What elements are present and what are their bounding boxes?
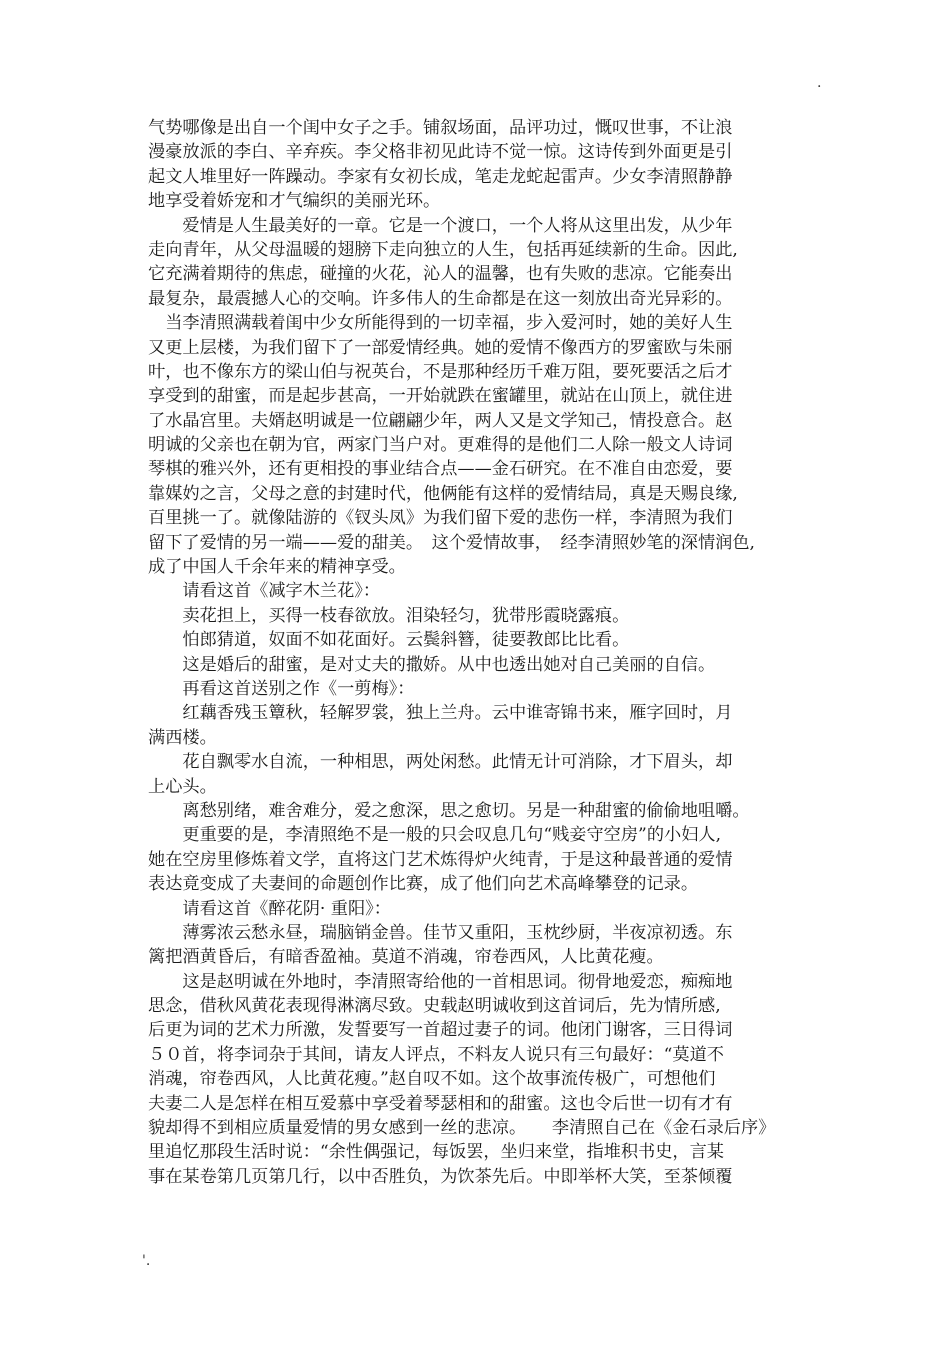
text-line: 上心头。	[148, 776, 217, 797]
text-line: 红藕香残玉簟秋，轻解罗裳，独上兰舟。云中谁寄锦书来，雁字回时，月	[148, 703, 733, 724]
text-line: 表达竟变成了夫妻间的命题创作比赛，成了他们向艺术高峰攀登的记录。	[148, 874, 699, 895]
corner-mark-top: .	[817, 75, 822, 91]
text-line: 满西楼。	[148, 727, 217, 748]
text-line: 貌却得不到相应质量爱情的男女感到一丝的悲凉。 李清照自己在《金石录后序》	[148, 1118, 776, 1139]
text-line: 篱把酒黄昏后，有暗香盈袖。莫道不消魂，帘卷西风，人比黄花瘦。	[148, 947, 664, 968]
text-line: 请看这首《醉花阴· 重阳》：	[148, 898, 391, 919]
text-line: 再看这首送别之作《一剪梅》：	[148, 678, 415, 699]
text-line: ５０首，将李词杂于其间，请友人评点，不料友人说只有三句最好：“莫道不	[148, 1044, 724, 1065]
text-line: 起文人堆里好一阵躁动。李家有女初长成，笔走龙蛇起雷声。少女李清照静静	[148, 166, 733, 187]
text-line: 消魂，帘卷西风，人比黄花瘦。”赵自叹不如。这个故事流传极广，可想他们	[148, 1069, 716, 1090]
text-line: 又更上层楼，为我们留下了一部爱情经典。她的爱情不像西方的罗蜜欧与朱丽	[148, 337, 733, 358]
text-line: 离愁别绪，难舍难分，爱之愈深，思之愈切。另是一种甜蜜的偷偷地咀嚼。	[148, 800, 750, 821]
text-line: 漫豪放派的李白、辛弃疾。李父格非初见此诗不觉一惊。这诗传到外面更是引	[148, 142, 733, 163]
text-line: 后更为词的艺术力所激，发誓要写一首超过妻子的词。他闭门谢客，三日得词	[148, 1020, 733, 1041]
corner-mark-bottom: '.	[142, 1253, 151, 1269]
text-line: 琴棋的雅兴外，还有更相投的事业结合点——金石研究。在不准自由恋爱，要	[148, 459, 733, 480]
text-line: 明诚的父亲也在朝为官，两家门当户对。更难得的是他们二人除一般文人诗词	[148, 435, 733, 456]
text-line: 气势哪像是出自一个闺中女子之手。铺叙场面，品评功过，慨叹世事，不让浪	[148, 118, 733, 138]
text-line: 百里挑一了。就像陆游的《钗头凤》为我们留下爱的悲伤一样，李清照为我们	[148, 508, 733, 529]
text-line: 享受到的甜蜜，而是起步甚高，一开始就跌在蜜罐里，就站在山顶上，就住进	[148, 386, 733, 407]
text-line: 薄雾浓云愁永昼，瑞脑销金兽。佳节又重阳，玉枕纱厨，半夜凉初透。东	[148, 922, 733, 943]
text-line: 成了中国人千余年来的精神享受。	[148, 557, 406, 578]
text-line: 事在某卷第几页第几行，以中否胜负，为饮茶先后。中即举杯大笑，至茶倾覆	[148, 1166, 733, 1187]
text-line: 当李清照满载着闺中少女所能得到的一切幸福，步入爱河时，她的美好人生	[148, 313, 733, 334]
article-body	[148, 116, 808, 1189]
text-line: 地享受着娇宠和才气编织的美丽光环。	[148, 191, 441, 212]
text-line: 叶，也不像东方的梁山伯与祝英台，不是那种经历千难万阻，要死要活之后才	[148, 361, 733, 382]
text-line: 她在空房里修炼着文学，直将这门艺术炼得炉火纯青，于是这种最普通的爱情	[148, 849, 733, 870]
text-line: 更重要的是，李清照绝不是一般的只会叹息几句“贱妾守空房”的小妇人,	[148, 825, 722, 846]
text-line: 靠媒妁之言，父母之意的封建时代，他俩能有这样的爱情结局，真是天赐良缘,	[148, 483, 738, 504]
text-line: 卖花担上，买得一枝春欲放。泪染轻匀，犹带彤霞晓露痕。	[148, 605, 630, 626]
text-line: 最复杂，最震撼人心的交响。许多伟人的生命都是在这一刻放出奇光异彩的。	[148, 288, 733, 309]
text-line: 请看这首《减字木兰花》：	[148, 581, 381, 602]
text-line: 夫妻二人是怎样在相互爱慕中享受着琴瑟相和的甜蜜。这也令后世一切有才有	[148, 1093, 733, 1114]
text-line: 这是婚后的甜蜜，是对丈夫的撒娇。从中也透出她对自己美丽的自信。	[148, 654, 716, 675]
text-line: 走向青年，从父母温暖的翅膀下走向独立的人生，包括再延续新的生命。因此,	[148, 239, 738, 260]
text-line: 花自飘零水自流，一种相思，两处闲愁。此情无计可消除，才下眉头，却	[148, 752, 733, 773]
text-line: 留下了爱情的另一端——爱的甜美。 这个爱情故事， 经李清照妙笔的深情润色,	[148, 532, 756, 553]
text-line: 这是赵明诚在外地时，李清照寄给他的一首相思词。彻骨地爱恋，痴痴地	[148, 971, 733, 992]
text-line: 它充满着期待的焦虑，碰撞的火花，沁人的温馨，也有失败的悲凉。它能奏出	[148, 264, 733, 285]
text-line: 怕郎猜道，奴面不如花面好。云鬓斜簪，徒要教郎比比看。	[148, 630, 630, 651]
text-line: 里追忆那段生活时说：“余性偶强记，每饭罢，坐归来堂，指堆积书史，言某	[148, 1142, 724, 1163]
text-line: 思念，借秋风黄花表现得淋漓尽致。史载赵明诚收到这首词后，先为情所感,	[148, 996, 721, 1017]
text-line: 爱情是人生最美好的一章。它是一个渡口，一个人将从这里出发，从少年	[148, 215, 733, 236]
text-line: 了水晶宫里。夫婿赵明诚是一位翩翩少年，两人又是文学知己，情投意合。赵	[148, 410, 733, 431]
